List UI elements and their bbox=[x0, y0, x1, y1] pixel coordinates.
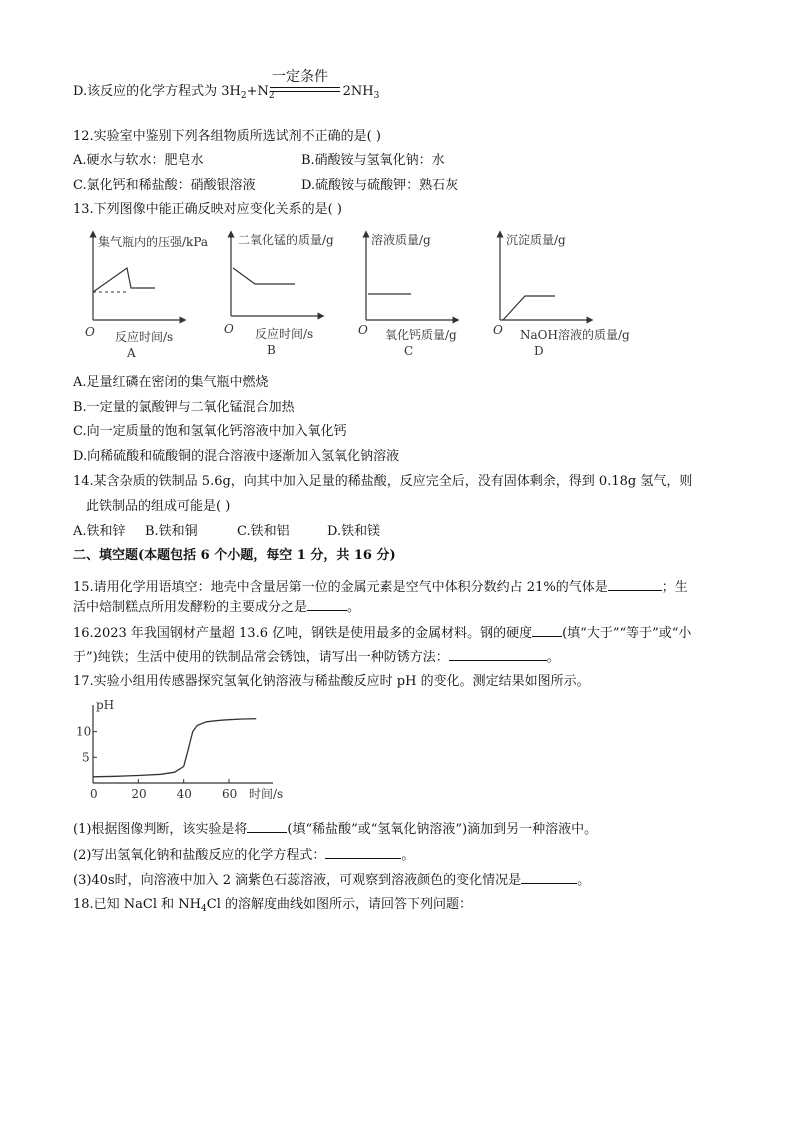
answer-blank[interactable] bbox=[307, 598, 347, 611]
ph-chart-y-tick-label: 10 bbox=[76, 724, 92, 739]
q11-option-d: D.该反应的化学方程式为 $3H_2+N_2$ $2NH_3$ bbox=[73, 84, 380, 101]
ph-chart-ylabel: pH bbox=[96, 698, 115, 712]
graph-b-tag: B bbox=[267, 343, 276, 357]
q16-line1: 16.2023 年我国钢材产量超 13.6 亿吨，钢铁是使用最多的金属材料。钢的硬度 (填“大于”“等于”或“小 bbox=[73, 626, 692, 641]
graph-d bbox=[493, 232, 630, 358]
graph-a-xlabel: 反应时间/s bbox=[115, 330, 174, 344]
graph-a-ylabel: 集气瓶内的压强/kPa bbox=[98, 235, 209, 249]
ph-chart-x-tick-label: 0 bbox=[90, 787, 98, 801]
q12-option-a: A.硬水与软水：肥皂水 bbox=[73, 153, 204, 168]
q16-line2: 于”)纯铁；生活中使用的铁制品常会锈蚀，请写出一种防锈方法： 。 bbox=[73, 650, 560, 665]
answer-blank[interactable] bbox=[449, 648, 547, 661]
q13-option-d: D.向稀硫酸和硫酸铜的混合溶液中逐渐加入氢氧化钠溶液 bbox=[73, 449, 400, 464]
answer-blank[interactable] bbox=[608, 578, 662, 591]
answer-blank[interactable] bbox=[247, 820, 287, 833]
q14-line2: 此铁制品的组成可能是( ) bbox=[86, 499, 231, 514]
ph-chart-xlabel: 时间/s bbox=[249, 787, 284, 801]
q18-stem: 18.已知 NaCl 和 $NH_4Cl$ 的溶解度曲线如图所示，请回答下列问题： bbox=[73, 897, 472, 914]
answer-blank[interactable] bbox=[521, 871, 577, 884]
graph-d-ylabel: 沉淀质量/g bbox=[506, 233, 566, 247]
q14-option-a: A.铁和锌 bbox=[73, 524, 126, 539]
ph-chart-ticks bbox=[76, 725, 237, 801]
q15-line1: 15.请用化学用语填空：地壳中含量居第一位的金属元素是空气中体积分数约占 21%的气体是 ；生 bbox=[73, 580, 688, 595]
answer-blank[interactable] bbox=[532, 624, 562, 637]
graph-b bbox=[224, 232, 334, 357]
graph-b-origin: O bbox=[224, 322, 234, 336]
graph-d-tag: D bbox=[534, 344, 544, 358]
q12-option-d: D.硫酸铵与硫酸钾：熟石灰 bbox=[301, 178, 459, 193]
q14-line1: 14.某含杂质的铁制品 5.6g，向其中加入足量的稀盐酸，反应完全后，没有固体剩余，得到 0.18g 氢气，则 bbox=[73, 474, 693, 489]
graph-a-origin: O bbox=[85, 325, 95, 339]
ph-chart-x-tick-label: 60 bbox=[222, 787, 238, 801]
q17-subq3: (3)40s时，向溶液中加入 2 滴紫色石蕊溶液，可观察到溶液颜色的变化情况是 。 bbox=[73, 873, 591, 888]
graph-a bbox=[85, 234, 208, 360]
answer-blank[interactable] bbox=[325, 846, 401, 859]
q12-stem: 12.实验室中鉴别下列各组物质所选试剂不正确的是( ) bbox=[73, 129, 381, 144]
graph-b-xlabel: 反应时间/s bbox=[255, 327, 314, 341]
ph-chart bbox=[73, 699, 283, 807]
graph-c-tag: C bbox=[404, 344, 414, 358]
q13-option-c: C.向一定质量的饱和氢氧化钙溶液中加入氧化钙 bbox=[73, 424, 347, 439]
q17-subq2: (2)写出氢氧化钠和盐酸反应的化学方程式： 。 bbox=[73, 848, 415, 863]
q13-stem: 13.下列图像中能正确反映对应变化关系的是( ) bbox=[73, 202, 342, 217]
q15-line2: 活中焙制糕点所用发酵粉的主要成分之是 。 bbox=[73, 600, 361, 615]
graph-d-origin: O bbox=[493, 323, 503, 337]
double-equals-arrow bbox=[270, 87, 340, 92]
graph-d-xlabel: NaOH溶液的质量/g bbox=[520, 328, 630, 342]
graph-c-xlabel: 氧化钙质量/g bbox=[385, 328, 457, 342]
q14-option-d: D.铁和镁 bbox=[327, 524, 381, 539]
q17-stem: 17.实验小组用传感器探究氢氧化钠溶液与稀盐酸反应时 pH 的变化。测定结果如图所示。 bbox=[73, 674, 590, 689]
q17-subq1: (1)根据图像判断，该实验是将 (填“稀盐酸”或“氢氧化钠溶液”)滴加到另一种溶液中。 bbox=[73, 822, 598, 837]
ph-chart-series-line bbox=[93, 719, 256, 777]
graph-c bbox=[358, 232, 457, 358]
graph-c-origin: O bbox=[358, 323, 368, 337]
ph-chart-y-tick-label: 5 bbox=[82, 750, 90, 765]
q12-option-c: C.氯化钙和稀盐酸：硝酸银溶液 bbox=[73, 178, 256, 193]
ph-chart-x-tick-label: 40 bbox=[176, 787, 192, 801]
graph-a-tag: A bbox=[127, 346, 136, 360]
graph-b-ylabel: 二氧化锰的质量/g bbox=[238, 233, 334, 247]
graph-c-ylabel: 溶液质量/g bbox=[371, 233, 431, 247]
ph-chart-axes bbox=[93, 705, 273, 783]
q13-option-b: B.一定量的氯酸钾与二氧化锰混合加热 bbox=[73, 400, 295, 415]
q14-option-c: C.铁和铝 bbox=[237, 524, 290, 539]
reaction-condition: 一定条件 bbox=[272, 69, 328, 85]
q13-graphs bbox=[73, 226, 733, 366]
q14-option-b: B.铁和铜 bbox=[145, 524, 198, 539]
q13-option-a: A.足量红磷在密闭的集气瓶中燃烧 bbox=[73, 375, 269, 390]
q12-option-b: B.硝酸铵与氢氧化钠：水 bbox=[301, 153, 445, 168]
section-2-heading: 二、填空题(本题包括 6 个小题，每空 1 分，共 16 分) bbox=[73, 548, 396, 563]
ph-chart-x-tick-label: 20 bbox=[131, 787, 147, 801]
